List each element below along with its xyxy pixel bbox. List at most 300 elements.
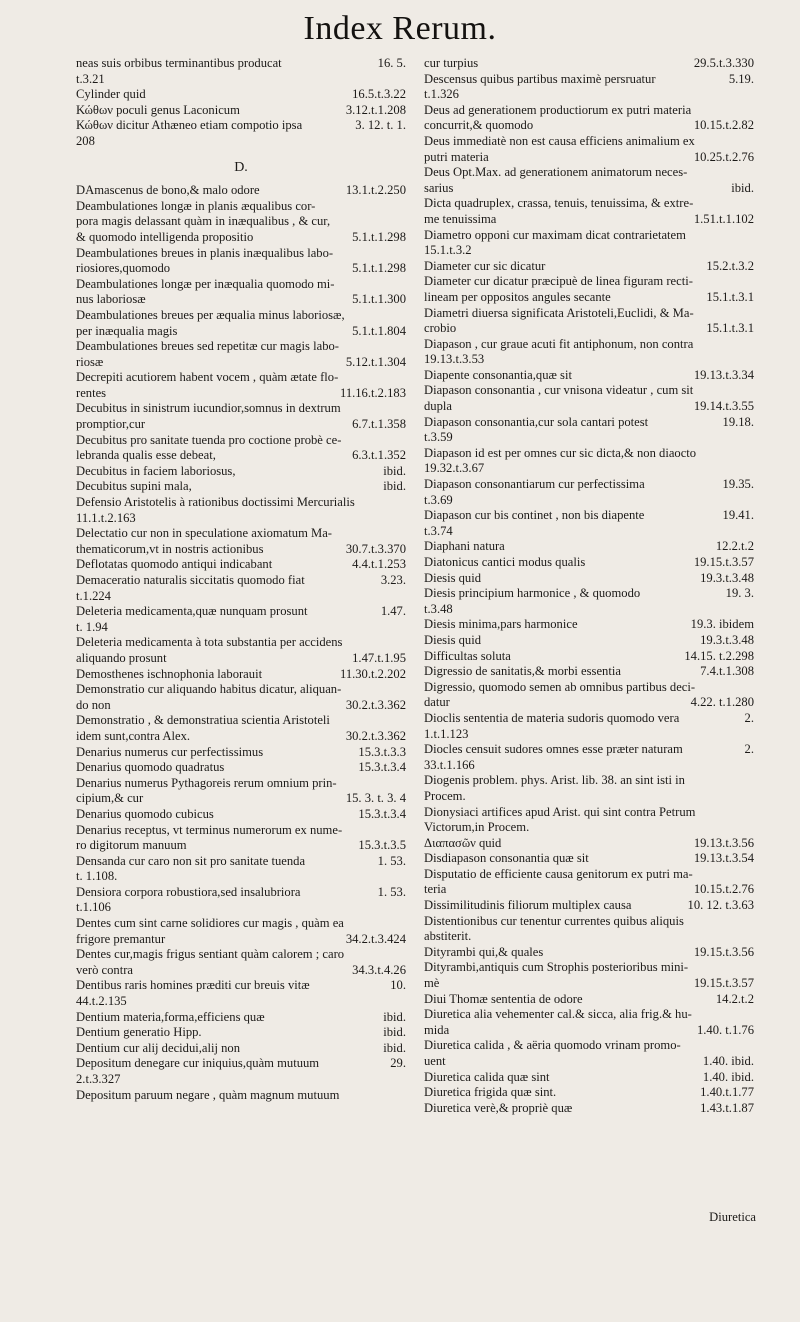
entry-reference: 15. 3. t. 3. 4 xyxy=(345,791,406,806)
entry-reference xyxy=(748,352,754,368)
entry-text: Demosthenes ischnophonia laborauit xyxy=(76,666,263,681)
index-entry xyxy=(76,118,406,134)
entry-text: Dityrambi qui,& quales xyxy=(424,944,544,959)
index-entry xyxy=(76,308,406,324)
index-entry xyxy=(76,339,406,355)
index-entry xyxy=(76,932,406,948)
index-entry xyxy=(424,446,754,462)
entry-reference: 19.13.t.3.56 xyxy=(693,835,754,850)
index-entry xyxy=(424,805,754,821)
entry-reference: 19.15.t.3.56 xyxy=(693,944,754,959)
entry-reference xyxy=(400,589,406,605)
entry-reference xyxy=(748,960,754,976)
entry-text: Diesis minima,pars harmonice xyxy=(424,617,578,632)
entry-text: Deleteria medicamenta,quæ nunquam prosunt xyxy=(76,604,308,619)
index-entry xyxy=(424,415,754,431)
entry-text: crobio xyxy=(424,321,457,336)
index-entry xyxy=(76,947,406,963)
index-entry xyxy=(424,181,754,197)
entry-reference: ibid. xyxy=(383,1009,406,1024)
entry-text: Densanda cur caro non sit pro sanitate tuenda xyxy=(76,853,306,868)
index-entry xyxy=(76,713,406,729)
entry-text: 44.t.2.135 xyxy=(76,994,127,1009)
entry-reference xyxy=(748,103,754,119)
entry-reference: 19. 3. xyxy=(725,586,754,601)
entry-text: Descensus quibus partibus maximè persruatur xyxy=(424,71,656,86)
entry-text: Diaphani natura xyxy=(424,539,505,554)
entry-text: Deambulationes longæ in planis æqualibus cor- xyxy=(76,198,316,213)
entry-text: Denarius quomodo cubicus xyxy=(76,806,214,821)
index-entry xyxy=(424,664,754,680)
left-column xyxy=(76,56,406,1103)
entry-text: & quomodo intelligenda propositio xyxy=(76,229,254,244)
index-entry xyxy=(424,617,754,633)
index-entry xyxy=(76,183,406,199)
entry-text: Diapason cur bis continet , non bis diapente xyxy=(424,508,645,523)
entry-text: Διαπασῶν quid xyxy=(424,835,502,850)
index-entry xyxy=(424,461,754,477)
entry-text: Victorum,in Procem. xyxy=(424,820,530,835)
entry-text: Diuretica alia vehementer cal.& sicca, alia frig.& hu- xyxy=(424,1007,692,1022)
index-entry xyxy=(76,433,406,449)
entry-reference xyxy=(748,87,754,103)
index-entry xyxy=(76,292,406,308)
entry-reference xyxy=(400,214,406,230)
entry-text: neas suis orbibus terminantibus producat xyxy=(76,56,282,70)
index-entry xyxy=(424,1070,754,1086)
entry-reference xyxy=(400,1088,406,1104)
entry-reference xyxy=(400,134,406,150)
entry-text: Dissimilitudinis filiorum multiplex causa xyxy=(424,898,632,913)
entry-text: Diuretica frigida quæ sint. xyxy=(424,1085,557,1100)
entry-reference xyxy=(748,524,754,540)
page-title: Index Rerum. xyxy=(303,10,497,47)
index-entry xyxy=(76,511,406,527)
index-entry xyxy=(424,118,754,134)
index-entry xyxy=(76,745,406,761)
entry-text: Diocles censuit sudores omnes esse præter naturam xyxy=(424,742,683,757)
entry-reference: 3.12.t.1.208 xyxy=(345,102,406,117)
entry-reference: 3.23. xyxy=(380,573,406,587)
index-entry xyxy=(424,399,754,415)
entry-reference: 5.1.t.1.298 xyxy=(352,261,406,276)
entry-text: Dioclis sententia de materia sudoris quomodo vera xyxy=(424,710,680,725)
index-entry xyxy=(76,134,406,150)
entry-text: rentes xyxy=(76,385,107,400)
entry-reference: 12.2.t.2 xyxy=(715,539,754,554)
entry-reference: 16. 5. xyxy=(377,56,406,70)
entry-text: Disdiapason consonantia quæ sit xyxy=(424,851,589,866)
entry-reference xyxy=(748,820,754,836)
entry-reference xyxy=(748,274,754,290)
index-entry xyxy=(424,1054,754,1070)
index-entry xyxy=(424,212,754,228)
section-letter: D. xyxy=(234,159,248,175)
entry-reference: 4.22. t.1.280 xyxy=(690,695,754,710)
entry-reference xyxy=(748,929,754,945)
entry-reference: 1.40. ibid. xyxy=(702,1069,754,1084)
entry-reference: 10. xyxy=(390,978,406,993)
index-entry xyxy=(76,1056,406,1072)
entry-reference: 19.14.t.3.55 xyxy=(693,399,754,414)
entry-text: abstiterit. xyxy=(424,929,472,944)
entry-text: Diuretica calida quæ sint xyxy=(424,1069,550,1084)
index-entry xyxy=(76,464,406,480)
entry-text: Diesis quid xyxy=(424,570,482,585)
entry-text: Decubitus pro sanitate tuenda pro coctione probè ce- xyxy=(76,432,342,447)
entry-text: Diui Thomæ sententia de odore xyxy=(424,991,583,1006)
index-entry xyxy=(424,103,754,119)
index-entry xyxy=(424,742,754,758)
entry-reference: 11.16.t.2.183 xyxy=(339,385,406,400)
entry-reference: 19.3. ibidem xyxy=(690,617,754,632)
entry-reference xyxy=(748,773,754,789)
entry-text: t. 1.108. xyxy=(76,869,118,884)
index-entry xyxy=(424,836,754,852)
entry-text: Diogenis problem. phys. Arist. lib. 38. an sint isti in xyxy=(424,773,685,788)
entry-reference: 5.19. xyxy=(728,71,754,86)
entry-text: Depositum paruum negare , quàm magnum mutuum xyxy=(76,1087,340,1102)
entry-reference xyxy=(748,228,754,244)
index-entry xyxy=(76,900,406,916)
index-entry xyxy=(424,56,754,72)
entry-reference: 34.2.t.3.424 xyxy=(345,931,406,946)
index-entry xyxy=(76,370,406,386)
entry-text: Diesis quid xyxy=(424,632,482,647)
entry-text: Diapason id est per omnes cur sic dicta,& non diaocto xyxy=(424,445,697,460)
index-entry xyxy=(76,417,406,433)
index-entry xyxy=(424,87,754,103)
index-entry xyxy=(76,994,406,1010)
entry-reference xyxy=(748,727,754,743)
entry-reference: 5.1.t.1.298 xyxy=(352,229,406,244)
index-entry xyxy=(76,1025,406,1041)
entry-reference: 15.3.t.3.3 xyxy=(358,744,406,759)
index-entry xyxy=(424,727,754,743)
index-entry xyxy=(76,963,406,979)
index-entry xyxy=(76,760,406,776)
entry-reference: 34.3.t.4.26 xyxy=(352,962,406,977)
index-entry xyxy=(76,214,406,230)
entry-reference: 19.15.t.3.57 xyxy=(693,555,754,569)
entry-text: per inæqualia magis xyxy=(76,323,178,338)
entry-reference xyxy=(748,805,754,821)
entry-reference: 4.4.t.1.253 xyxy=(352,557,406,572)
entry-text: Κώθων dicitur Athæneo etiam compotio ipsa xyxy=(76,118,303,133)
entry-text: nus laboriosæ xyxy=(76,292,146,307)
index-entry xyxy=(76,635,406,651)
index-entry xyxy=(76,1041,406,1057)
entry-reference xyxy=(748,134,754,150)
entry-text: cipium,& cur xyxy=(76,791,144,806)
index-entry xyxy=(76,885,406,901)
index-entry xyxy=(76,401,406,417)
entry-reference: 30.7.t.3.370 xyxy=(345,541,406,556)
index-entry xyxy=(76,56,406,72)
entry-text: Difficultas soluta xyxy=(424,648,511,663)
index-entry xyxy=(424,321,754,337)
index-entry xyxy=(424,960,754,976)
entry-reference: 30.2.t.3.362 xyxy=(345,728,406,743)
index-entry xyxy=(424,1038,754,1054)
entry-text: do non xyxy=(76,697,111,712)
entry-reference xyxy=(400,495,406,511)
entry-reference xyxy=(748,165,754,181)
entry-text: riosiores,quomodo xyxy=(76,261,171,276)
entry-reference xyxy=(400,620,406,636)
entry-text: Dentium cur alij decidui,alij non xyxy=(76,1040,241,1055)
entry-reference xyxy=(400,277,406,293)
entry-text: Dentes cur,magis frigus sentiant quàm calorem ; caro xyxy=(76,947,345,962)
index-entry xyxy=(424,976,754,992)
entry-text: pora magis delassant quàm in inæqualibus , & cur, xyxy=(76,214,331,229)
entry-text: Diapason consonantia,cur sola cantari potest xyxy=(424,414,649,429)
entry-reference: ibid. xyxy=(383,463,406,478)
index-entry xyxy=(76,72,406,88)
entry-text: Distentionibus cur tenentur currentes quibus aliquis xyxy=(424,913,684,928)
entry-reference: 1. 53. xyxy=(377,853,406,868)
entry-text: Digressio, quomodo semen ab omnibus partibus deci- xyxy=(424,679,696,694)
entry-reference xyxy=(400,401,406,417)
index-entry xyxy=(424,134,754,150)
entry-text: t.3.69 xyxy=(424,492,453,507)
entry-reference xyxy=(748,430,754,446)
entry-reference: 2. xyxy=(744,710,754,725)
entry-reference: 13.1.t.2.250 xyxy=(345,183,406,198)
entry-reference: 10.25.t.2.76 xyxy=(693,149,754,164)
entry-reference xyxy=(748,914,754,930)
index-entry xyxy=(76,1088,406,1104)
index-entry xyxy=(424,914,754,930)
entry-text: t. 1.94 xyxy=(76,619,108,634)
index-entry xyxy=(76,682,406,698)
entry-text: Denarius receptus, vt terminus numerorum ex nume- xyxy=(76,822,343,837)
entry-reference: 10. 12. t.3.63 xyxy=(687,898,754,913)
entry-reference: 7.4.t.1.308 xyxy=(700,664,754,679)
entry-text: Dityrambi,antiquis cum Strophis posterioribus mini- xyxy=(424,960,689,975)
entry-text: t.3.48 xyxy=(424,601,453,616)
index-entry xyxy=(424,1023,754,1039)
index-entry xyxy=(424,72,754,88)
index-entry xyxy=(424,306,754,322)
entry-reference: 6.7.t.1.358 xyxy=(352,417,406,432)
entry-reference xyxy=(748,758,754,774)
entry-reference: 14.2.t.2 xyxy=(715,991,754,1006)
entry-reference: 10.15.t.2.82 xyxy=(693,118,754,133)
index-entry xyxy=(424,383,754,399)
entry-reference: 1.43.t.1.87 xyxy=(700,1100,754,1115)
entry-reference xyxy=(400,72,406,88)
entry-text: t.1.106 xyxy=(76,900,111,915)
entry-reference: 1.47.t.1.95 xyxy=(352,650,406,665)
index-entry xyxy=(424,228,754,244)
index-entry xyxy=(424,368,754,384)
entry-text: Digressio de sanitatis,& morbi essentia xyxy=(424,664,621,679)
entry-text: 208 xyxy=(76,133,95,148)
entry-text: Delectatio cur non in speculatione axiomatum Ma- xyxy=(76,526,332,541)
entry-text: Denarius numerus Pythagoreis rerum omnium prin- xyxy=(76,775,337,790)
index-entry xyxy=(424,477,754,493)
index-entry xyxy=(424,493,754,509)
index-entry xyxy=(76,589,406,605)
entry-text: verò contra xyxy=(76,962,133,977)
index-entry xyxy=(424,695,754,711)
entry-reference: 1.40.t.1.77 xyxy=(700,1085,754,1100)
entry-reference: 15.3.t.3.4 xyxy=(358,760,406,775)
index-entry xyxy=(76,729,406,745)
index-entry xyxy=(76,557,406,573)
entry-text: t.1.224 xyxy=(76,588,111,603)
entry-reference xyxy=(400,994,406,1010)
entry-text: Denarius numerus cur perfectissimus xyxy=(76,744,264,759)
entry-reference: 2. xyxy=(744,742,754,757)
entry-reference: ibid. xyxy=(383,479,406,494)
entry-text: cur turpius xyxy=(424,56,479,70)
entry-text: Diesis principium harmonice , & quomodo xyxy=(424,586,641,601)
entry-text: Diametro opponi cur maximam dicat contrarietatem xyxy=(424,227,686,242)
entry-reference xyxy=(400,682,406,698)
entry-reference xyxy=(748,867,754,883)
entry-text: Κώθων poculi genus Laconicum xyxy=(76,102,240,117)
index-entry xyxy=(76,838,406,854)
index-entry xyxy=(424,867,754,883)
index-entry xyxy=(424,352,754,368)
entry-reference xyxy=(400,433,406,449)
entry-reference xyxy=(400,199,406,215)
index-entry xyxy=(76,978,406,994)
entry-reference xyxy=(400,947,406,963)
entry-text: putri materia xyxy=(424,149,489,164)
entry-reference xyxy=(400,246,406,262)
entry-reference xyxy=(748,306,754,322)
entry-text: Demonstratio , & demonstratiua scientia Aristoteli xyxy=(76,713,330,728)
entry-reference xyxy=(400,635,406,651)
index-entry xyxy=(76,246,406,262)
entry-text: Dionysiaci artifices apud Arist. qui sint contra Petrum xyxy=(424,804,696,819)
entry-text: datur xyxy=(424,695,450,710)
index-entry xyxy=(424,711,754,727)
entry-text: Diatonicus cantici modus qualis xyxy=(424,555,586,569)
entry-reference xyxy=(400,339,406,355)
index-entry xyxy=(424,196,754,212)
entry-reference: 19.15.t.3.57 xyxy=(693,976,754,991)
index-entry xyxy=(76,807,406,823)
index-entry xyxy=(424,274,754,290)
index-entry xyxy=(424,1007,754,1023)
entry-text: 1.t.1.123 xyxy=(424,726,469,741)
entry-text: t.3.74 xyxy=(424,523,453,538)
entry-text: Diapason , cur graue acuti fit antiphonum, non contra xyxy=(424,336,694,351)
entry-text: Dicta quadruplex, crassa, tenuis, tenuissima, & extre- xyxy=(424,196,694,211)
entry-text: 15.1.t.3.2 xyxy=(424,243,472,258)
index-entry xyxy=(76,261,406,277)
entry-reference xyxy=(400,776,406,792)
entry-reference xyxy=(748,383,754,399)
index-entry xyxy=(76,448,406,464)
index-entry xyxy=(424,649,754,665)
entry-reference: 15.1.t.3.1 xyxy=(706,321,754,336)
entry-text: Deleteria medicamenta à tota substantia per accidens xyxy=(76,635,343,650)
index-entry xyxy=(76,620,406,636)
entry-text: Deambulationes breues in planis inæqualibus labo- xyxy=(76,245,334,260)
index-entry xyxy=(424,945,754,961)
entry-text: dupla xyxy=(424,399,452,414)
index-entry xyxy=(76,869,406,885)
index-entry xyxy=(424,773,754,789)
index-entry xyxy=(424,789,754,805)
index-entry xyxy=(76,1072,406,1088)
entry-reference: 11.30.t.2.202 xyxy=(339,666,406,681)
entry-reference xyxy=(748,1038,754,1054)
entry-text: Deambulationes longæ per inæqualia quomodo mi- xyxy=(76,276,335,291)
entry-text: t.3.59 xyxy=(424,430,453,445)
index-entry xyxy=(424,1085,754,1101)
index-entry xyxy=(76,277,406,293)
index-entry xyxy=(76,651,406,667)
entry-reference: 19.13.t.3.54 xyxy=(693,851,754,866)
entry-text: uent xyxy=(424,1054,446,1068)
entry-reference: 1.51.t.1.102 xyxy=(693,211,754,226)
index-entry xyxy=(76,542,406,558)
index-entry xyxy=(424,602,754,618)
entry-text: Decubitus in sinistrum iucundior,somnus in dextrum xyxy=(76,401,341,416)
entry-reference: 30.2.t.3.362 xyxy=(345,697,406,712)
entry-reference xyxy=(748,196,754,212)
entry-text: lebranda qualis esse debeat, xyxy=(76,448,216,463)
entry-reference: ibid. xyxy=(731,180,754,195)
entry-text: Diuretica verè,& propriè quæ xyxy=(424,1100,573,1115)
index-entry xyxy=(424,633,754,649)
index-entry xyxy=(76,823,406,839)
entry-text: Demonstratio cur aliquando habitus dicatur, aliquan- xyxy=(76,682,342,697)
entry-text: Diameter cur sic dicatur xyxy=(424,258,546,273)
entry-text: teria xyxy=(424,882,447,897)
entry-text: Dentium generatio Hipp. xyxy=(76,1025,202,1040)
index-entry xyxy=(424,586,754,602)
index-entry xyxy=(424,290,754,306)
index-entry xyxy=(76,199,406,215)
entry-reference: 14.15. t.2.298 xyxy=(684,648,754,663)
entry-reference: 10.15.t.2.76 xyxy=(693,882,754,897)
entry-text: Densiora corpora robustiora,sed insalubriora xyxy=(76,884,301,899)
entry-text: Procem. xyxy=(424,788,466,803)
index-entry xyxy=(76,386,406,402)
index-entry xyxy=(424,898,754,914)
index-entry xyxy=(424,680,754,696)
entry-text: Deus immediatè non est causa efficiens animalium ex xyxy=(424,133,695,148)
entry-text: Deambulationes breues per æqualia minus laboriosæ, xyxy=(76,307,345,322)
entry-reference xyxy=(748,1007,754,1023)
entry-reference: 19.35. xyxy=(722,477,754,492)
entry-text: 19.32.t.3.67 xyxy=(424,461,485,476)
entry-reference xyxy=(400,713,406,729)
entry-text: Decrepiti acutiorem habent vocem , quàm ætate flo- xyxy=(76,370,339,385)
entry-reference: 1.40. ibid. xyxy=(702,1054,754,1068)
index-entry xyxy=(424,165,754,181)
entry-reference: 6.3.t.1.352 xyxy=(352,448,406,463)
entry-reference xyxy=(400,526,406,542)
entry-reference: 19.18. xyxy=(722,414,754,429)
entry-text: t.3.21 xyxy=(76,71,105,86)
entry-text: t.1.326 xyxy=(424,87,459,102)
entry-reference xyxy=(748,446,754,462)
entry-text: Diametri diuersa significata Aristoteli,Euclidi, & Ma- xyxy=(424,305,694,320)
index-entry xyxy=(76,495,406,511)
index-entry xyxy=(424,555,754,571)
entry-reference: 19.3.t.3.48 xyxy=(700,570,754,585)
entry-text: promptior,cur xyxy=(76,417,146,432)
entry-text: Dentes cum sint carne solidiores cur magis , quàm ea xyxy=(76,916,344,931)
